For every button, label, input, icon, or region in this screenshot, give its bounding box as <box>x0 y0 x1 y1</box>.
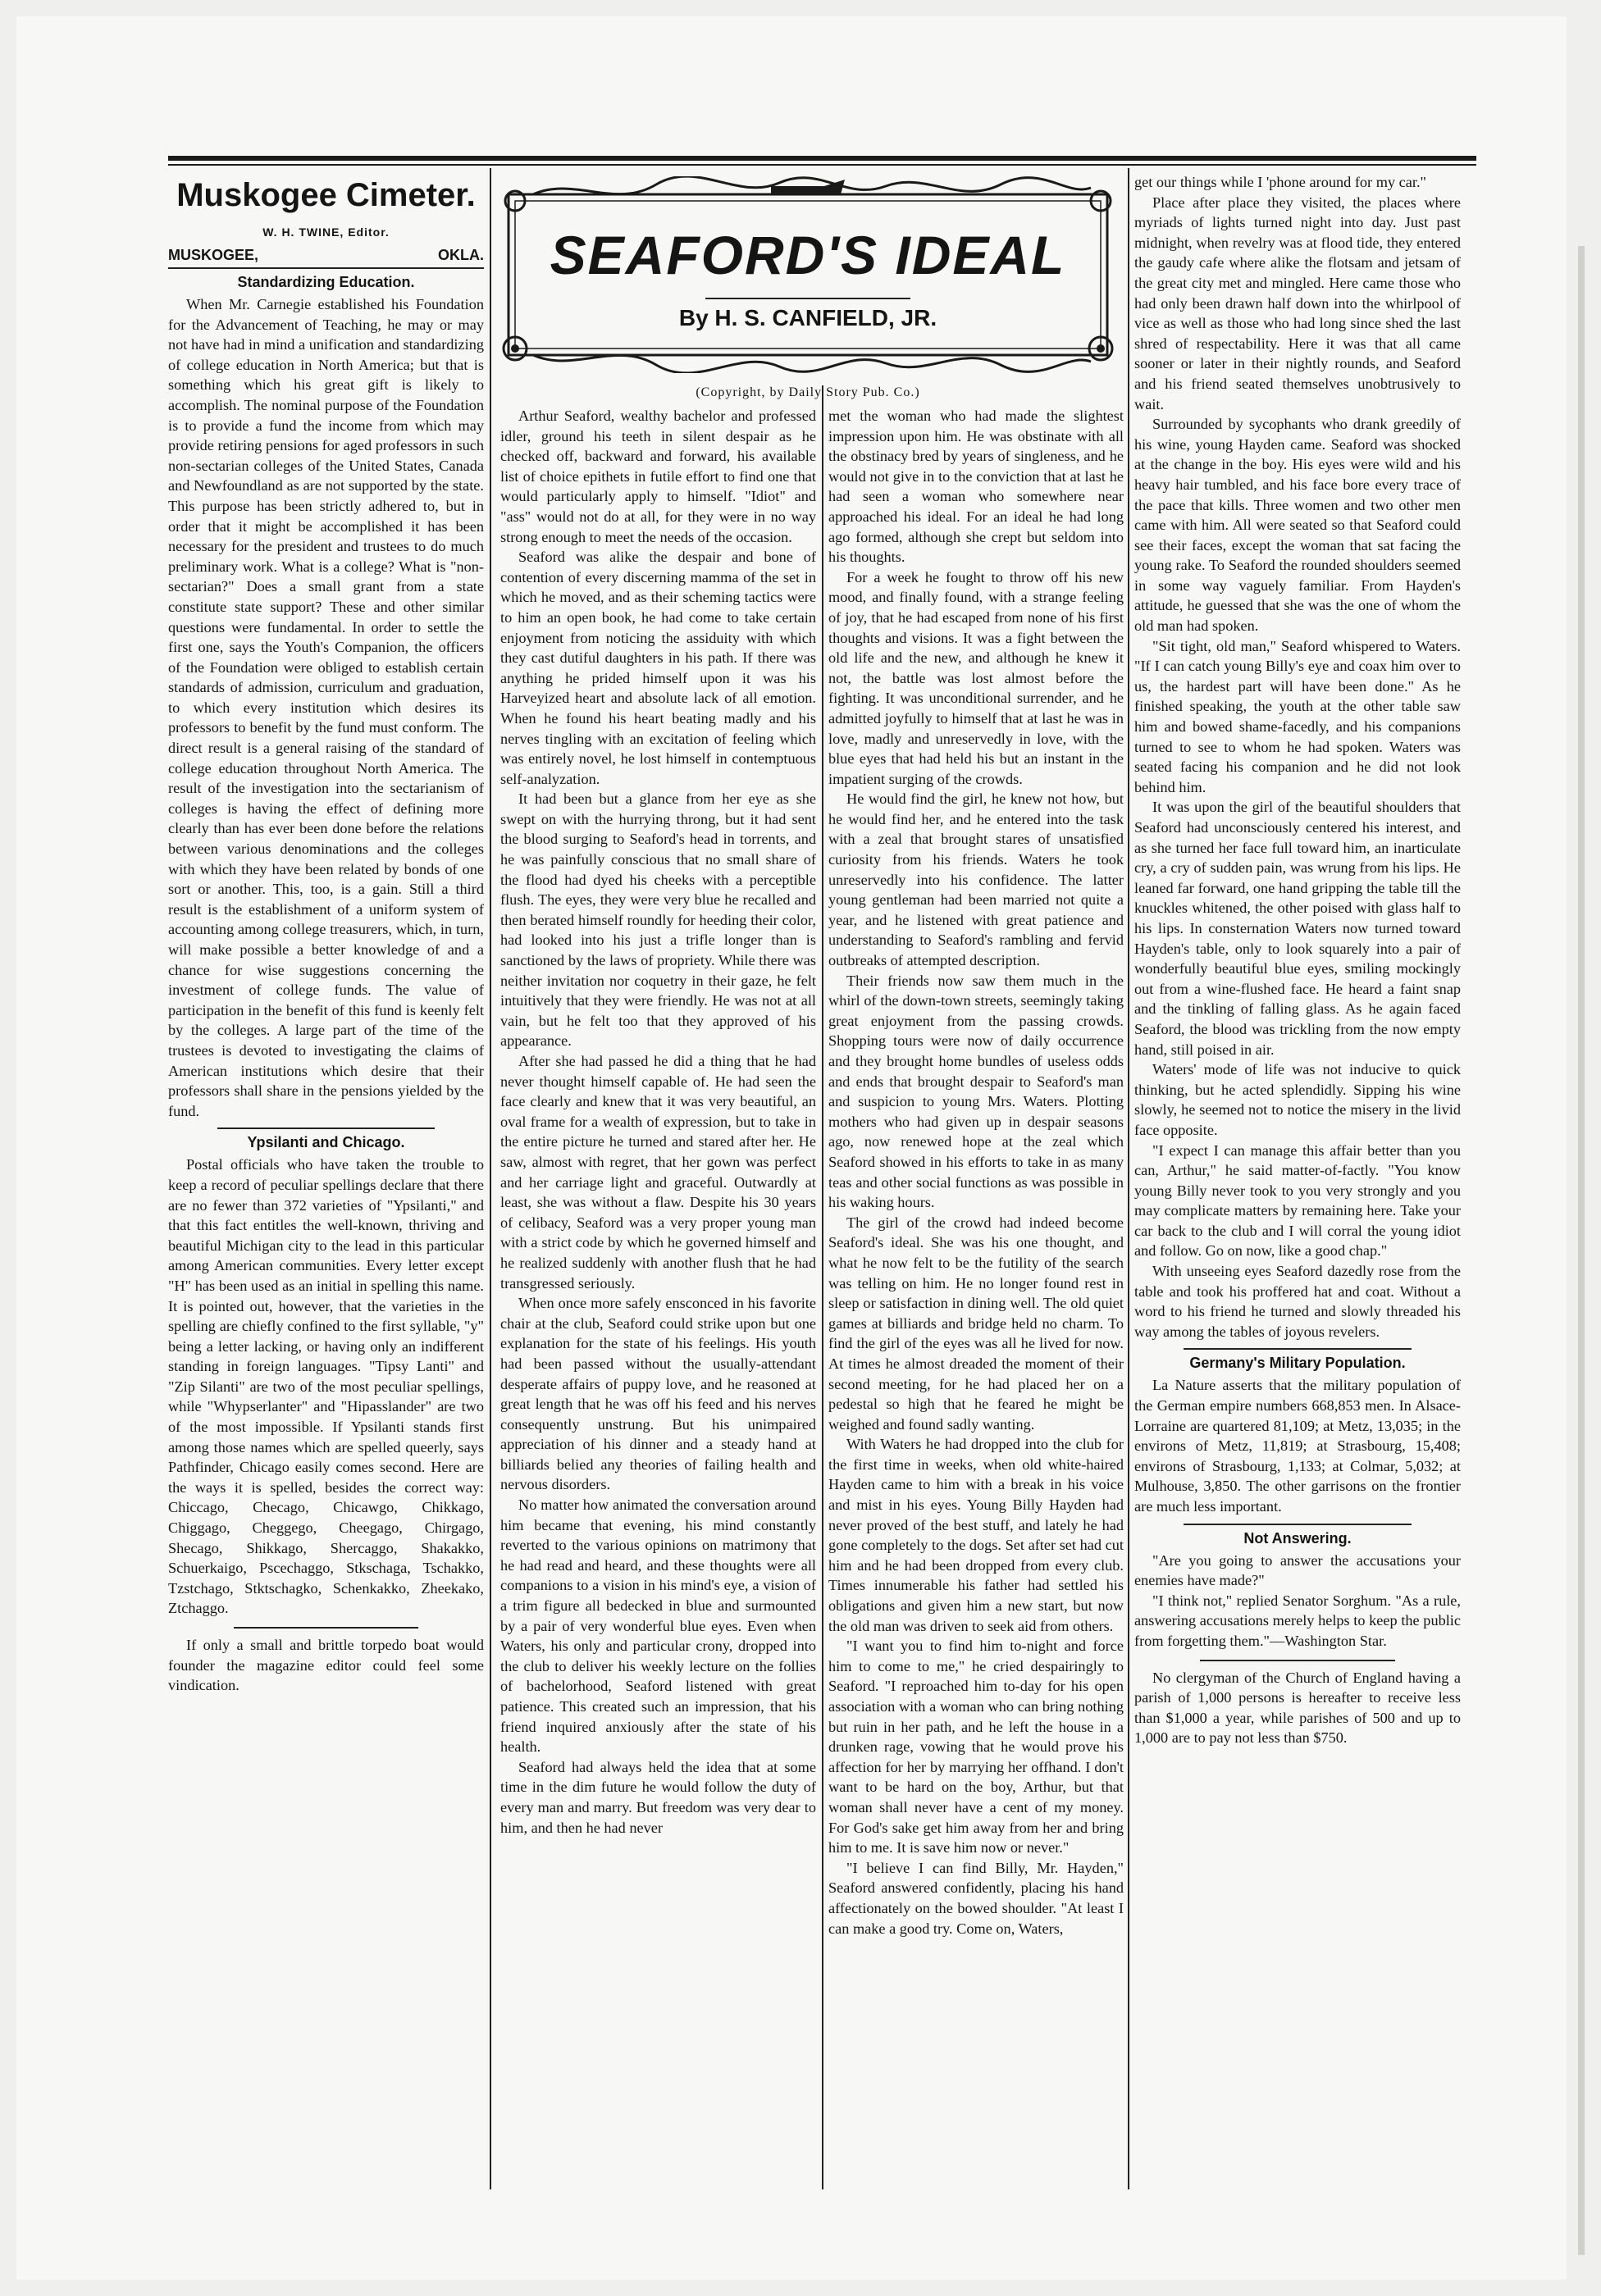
section-divider <box>234 1627 418 1629</box>
column-rule-2 <box>822 385 823 2189</box>
story-paragraph: Seaford was alike the despair and bone of contention of every discerning mamma of the set in which he moved, and as their scheming tactics were to him an open book, he had come to take certain enjoyment from noticing the assiduity with which they cast dutiful daughters in his path. If there was anything he prided himself upon it was his Harveyized heart and absolute lack of all emotion. When he found his heart beating madly and his nerves tingling with an excitation of feeling which was entirely novel, he lost himself in contemptuous self-analyzation. <box>500 549 816 787</box>
top-heavy-rule <box>168 156 1476 161</box>
article-heading: Ypsilanti and Chicago. <box>217 1128 435 1151</box>
story-paragraph: It had been but a glance from her eye as she swept on with the hurrying throng, but it had sent the blood surging to Seaford's head in torrents, and he was painfully conscious that no small share of the flood had dyed his cheeks with a perceptible flush. The eyes, they were very blue he recalled and then berated himself roundly for heeding their color, had looked into his just a trifle longer than is sanctioned by the laws of propriety. While there was neither invitation nor coquetry in their gaze, he felt intuitively that they were friendly. He was not at all vain, but he felt too that they approved of his appearance. <box>500 790 816 1050</box>
editorial-column <box>168 172 484 2116</box>
story-column-1 <box>500 406 816 2185</box>
story-paragraph: Waters' mode of life was not inducive to quick thinking, but he acted splendidly. Sipping his wine slowly, he seemed not to notice the misery in the livid face opposite. <box>1134 1061 1461 1138</box>
column-rule-1 <box>490 168 491 2189</box>
article-paragraph: No clergyman of the Church of England having a parish of 1,000 persons is hereafter to receive less than $1,000 a year, while parishes of 500 and up to 1,000 are to pay not less than $750. <box>1134 1669 1461 1747</box>
story-paragraph: Surrounded by sycophants who drank greedily of his wine, young Hayden came. Seaford was shocked at the change in the boy. His eyes were wild and his heavy hair tumbled, and his face bore every trace of the pace that kills. Three women and two other men came with him. All were seated so that Seaford could see their faces, except the woman that sat facing the young rake. To Seaford the rounded shoulders seemed in some way vaguely familiar. From Hayden's attitude, he guessed that she was the one of whom the old man had spoken. <box>1134 416 1461 635</box>
story-column-3 <box>1134 172 1461 2189</box>
article-paragraph: La Nature asserts that the military population of the German empire numbers 668,853 men. In Alsace-Lorraine are quartered 81,109; at Metz, 13,035; in the environs of Metz, 11,819; at Strasbourg, 15,408; environs of Strasbourg, 1,133; at Colmar, 5,032; at Mulhouse, 3,850. The other garrisons on the frontier are much less important. <box>1134 1377 1461 1515</box>
article-heading: Germany's Military Population. <box>1184 1348 1412 1372</box>
story-paragraph: "I expect I can manage this affair better than you can, Arthur," he said matter-of-factly. "You know young Billy never took to you very strongly and you may complicate matters by remaining here. Take your car back to the club and I will corral the young idiot and follow. Go on now, like a good chap." <box>1134 1141 1461 1260</box>
story-paragraph: Place after place they visited, the places where myriads of lights turned night into day. Just past midnight, when revelry was at flood tide, they entered the gaudy cafe where alike the flotsam and jetsam of the great city met and mingled. Here came those who had only been drawn half down into the whirlpool of vice as well as those who had long since shed the last shred of respectability. Here it was that all came sooner or later in their nightly rounds, and Seaford and his friend seated themselves unobtrusively to wait. <box>1134 194 1461 412</box>
story-paragraph: The girl of the crowd had indeed become Seaford's ideal. She was his one thought, and what he now felt to be the futility of the search was telling on him. He no longer found rest in sleep or satisfaction in dining well. The old quiet games at billiards and bridge held no charm. To find the girl of the eyes was all he lived for now. At times he almost dreaded the moment of their second meeting, for he had placed her on a pedestal so high that he feared he might be weighed and found sadly wanting. <box>828 1214 1124 1433</box>
story-paragraph: When once more safely ensconced in his favorite chair at the club, Seaford could strike upon but one explanation for the state of his feelings. His youth had been passed without the usually-attendant desperate affairs of puppy love, and he reasoned at great length that he was off his feed and his nerves consequently unstrung. But his unimpaired appreciation of his dinner and a steady hand at billiards belied any theories of failing health and nervous disorders. <box>500 1295 816 1493</box>
story-paragraph: Seaford had always held the idea that at some time in the dim future he would follow the duty of every man and marry. But freedom was very dear to him, and then he had never <box>500 1758 816 1836</box>
story-byline: By H. S. CANFIELD, JR. <box>678 305 937 330</box>
story-paragraph: get our things while I 'phone around for my car." <box>1134 174 1426 190</box>
story-paragraph: met the woman who had made the slightest impression upon him. He was obstinate with all the obstinacy bred by years of singleness, and he would not give in to the conviction that at last he had seen a woman who somewhere near approached his ideal. For an ideal he had long ago formed, although she crept but seldom into his thoughts. <box>828 408 1124 566</box>
title-underline <box>705 298 910 299</box>
story-column-2 <box>828 406 1124 2185</box>
story-paragraph: With Waters he had dropped into the club for the first time in weeks, when old white-haired Hayden came to him with a break in his voice and mist in his eyes. Young Billy Hayden had never proved of the best stuff, and lately he had gone completely to the dogs. Set after set had cut him and he had been dropped from every club. Times innumerable his father had settled his obligations and given him a new start, but now the old man was driven to seek aid from others. <box>828 1436 1124 1634</box>
story-paragraph: Arthur Seaford, wealthy bachelor and professed idler, ground his teeth in silent despair as he checked off, backward and forward, his available list of choice epithets in futile effort to find one that would particularly apply to himself. "Idiot" and "ass" would not do at all, for they were in no way strong enough to meet the needs of the occasion. <box>500 408 816 545</box>
story-copyright: (Copyright, by Daily Story Pub. Co.) <box>696 385 920 399</box>
story-paragraph: "I want you to find him to-night and force him to come to me," he cried despairingly to Seaford. "I reproached him to-day for his open association with a woman who can bring nothing but ruin in her path, and he left the house in a drunken rage, vowing that he would prove his affection for her by marrying her offhand. I don't want to be hard on the boy, Arthur, but that woman shall never have a cent of my money. For God's sake get him away from her and bring him to me. It is save him now or never." <box>828 1638 1124 1856</box>
article-paragraph: "Are you going to answer the accusations your enemies have made?" <box>1134 1551 1461 1589</box>
section-divider <box>1200 1660 1395 1661</box>
story-paragraph: "I believe I can find Billy, Mr. Hayden," Seaford answered confidently, placing his hand affectionately on the bowed shoulder. "At least I can make a good try. Come on, Waters, <box>828 1859 1124 1937</box>
article-paragraph: Postal officials who have taken the trouble to keep a record of peculiar spellings declare that there are no fewer than 372 varieties of "Ypsilanti," and that this fact entitles the well-known, thriving and beautiful Michigan city to the lead in this particular among American communities. Every letter except "H" has been used as an initial in spelling this name. It is pointed out, however, that the varieties in the spelling are chiefly confined to the first syllable, "y" being a letter lacking, or having only an indifferent standing in foreign languages. "Tipsy Lanti" and "Zip Silanti" are two of the most peculiar spellings, while "Whypserlanter" and "Hipasslander" are two of the most impossible. If Ypsilanti stands first among those names which are spelled queerly, says Pathfinder, Chicago easily comes second. Here are the ways it is spelled, besides the correct way: Chiccago, Checago, Chicawgo, Chikkago, Chiggago, Cheggego, Cheegago, Chirgago, Shecago, Shikkago, Shercaggo, Shakakko, Schuerkaigo, Pscechaggo, Stkschaga, Tschakko, Tzstchago, Stktschagko, Schenkakko, Zheekako, Ztchaggo. <box>168 1156 484 1617</box>
column-rule-3 <box>1128 168 1129 2189</box>
story-header <box>500 176 1115 373</box>
masthead-dateline <box>168 247 484 269</box>
top-thin-rule <box>168 164 1476 166</box>
masthead-editor: W. H. TWINE, Editor. <box>262 226 390 239</box>
masthead-city: MUSKOGEE, <box>168 247 259 263</box>
story-paragraph: With unseeing eyes Seaford dazedly rose from the table and took his proffered hat and coat. Without a word to his friend he turned and slowly threaded his way among the tables of joyous revelers. <box>1134 1263 1461 1340</box>
story-paragraph: For a week he fought to throw off his new mood, and finally found, with a strange feeling of joy, that he had escaped from none of his first thoughts and visions. It was a fight between the old life and the new, and although he knew it not, the battle was lost almost before the fighting. It was unconditional surrender, and he admitted joyfully to himself that at last he was in love, madly and unreservedly in love, with the blue eyes that had held his but an instant in the impatient surging of the crowds. <box>828 568 1124 787</box>
article-paragraph: When Mr. Carnegie established his Foundation for the Advancement of Teaching, he may or may not have had in mind a unification and standardizing of college education in North America; but that is something which his great gift is likely to accomplish. The nominal purpose of the Foundation is to provide a fund the income from which may provide retiring pensions for aged professors in such non-sectarian colleges of the United States, Canada and Newfoundland as are not supported by the state. This purpose has been strictly adhered to, but in order that it might be accomplished it has been necessary for the president and trustees to do much preliminary work. What is a college? What is "non-sectarian?" Does a small grant from a state constitute state support? These and other similar questions were fundamental. In order to settle the first one, says the Youth's Companion, the officers of the Foundation were obliged to establish certain standards of admission, curriculum and graduation, to which every institution which desires its professors to benefit by the fund must conform. The direct result is a general raising of the standard of college education throughout North America. The result of the investigation into the sectarianism of colleges is having the effect of defining more clearly than has ever been done before the relations between various denominations and the colleges with which they have been related by bonds of one sort or another. This, too, is a gain. Still a third result is the establishment of a uniform system of accounting among college treasurers, which, in turn, will make possible a better knowledge of and a chance for wise suggestions concerning the investment of college funds. The value of participation in the benefit of this fund is keenly felt by the colleges. A large part of the time of the trustees is devoted to investigating the claims of American institutions which desire that their professors shall share in the pensions yielded by the fund. <box>168 296 484 1119</box>
story-paragraph: No matter how animated the conversation around him became that evening, his mind constantly reverted to the various opinions on matrimony that he had read and heard, and these thoughts were all companions to a vision in his mind's eye, a vision of a trim figure all bedecked in blue and surmounted by a pair of very wonderful blue eyes. Even when Waters, his only and particular crony, dropped into the club to deliver his weekly lecture on the follies of bachelorhood, Seaford listened with great patience. This created such an impression, that his friend inquired anxiously after the state of his health. <box>500 1496 816 1756</box>
story-title: SEAFORD'S IDEAL <box>550 225 1066 285</box>
article-paragraph: "I think not," replied Senator Sorghum. "As a rule, answering accusations merely helps to keep the public from forgetting them."—Washington Star. <box>1134 1592 1461 1649</box>
article-paragraph: If only a small and brittle torpedo boat would founder the magazine editor could feel some vindication. <box>168 1637 484 1694</box>
story-paragraph: Their friends now saw them much in the whirl of the down-town streets, seemingly taking great enjoyment from the passing crowds. Shopping tours were now of daily occurrence and they brought home bundles of useless odds and ends that brought despair to Seaford's man and suspicion to young Mrs. Waters. Plotting mothers who had given up in despair seasons ago, now renewed hope at the zeal which Seaford showed in his efforts to take in as many teas and other social functions as was possible in his waking hours. <box>828 972 1124 1211</box>
story-paragraph: It was upon the girl of the beautiful shoulders that Seaford had unconsciously centered his interest, and as she turned her face full toward him, an inarticulate cry, a cry of sudden pain, was wrung from his lips. He leaned far forward, one hand gripping the table till the knuckles whitened, the other poised with glass half to his lips. In consternation Waters now turned toward Hayden's table, only to look squarely into a pair of wonderfully beautiful blue eyes, smiling mockingly out from a wine-flushed face. He heard a faint snap and the tinkling of falling glass. As he again faced Seaford, the blood was trickling from the now empty hand, still poised in air. <box>1134 799 1461 1058</box>
story-paragraph: "Sit tight, old man," Seaford whispered to Waters. "If I can catch young Billy's eye and coax him over to us, the hardest part will have been done." As he finished speaking, the youth at the other table saw him and bowed shame-facedly, and his companions turned to see to whom he had spoken. Waters was seated facing his companion and he did not look behind him. <box>1134 637 1461 795</box>
story-paragraph: After she had passed he did a thing that he had never thought himself capable of. He had seen the face clearly and knew that it was very beautiful, an oval frame for a wealth of expression, but to take in the entire picture he turned and stared after her. He saw, almost with regret, that her gown was perfect and her carriage light and graceful. Outwardly at least, she was without a flaw. Despite his 30 years of celibacy, Seaford was a very proper young man with a strict code by which he governed himself and he realized suddenly with another flush that he had transgressed seriously. <box>500 1053 816 1292</box>
masthead-title: Muskogee Cimeter. <box>176 177 476 213</box>
article-heading: Standardizing Education. <box>237 274 415 290</box>
masthead-state: OKLA. <box>438 247 484 263</box>
story-paragraph: He would find the girl, he knew not how, but he would find her, and he entered into the task with a zeal that brought stares of unsatisfied curiosity from his friends. Waters he took unreservedly into his confidence. The latter young gentleman had been married not quite a year, and he listened with great patience and understanding to Seaford's rambling and fervid outbreaks of attempted description. <box>828 790 1124 969</box>
article-heading: Not Answering. <box>1184 1524 1412 1547</box>
page-edge-shadow <box>1578 246 1585 2255</box>
